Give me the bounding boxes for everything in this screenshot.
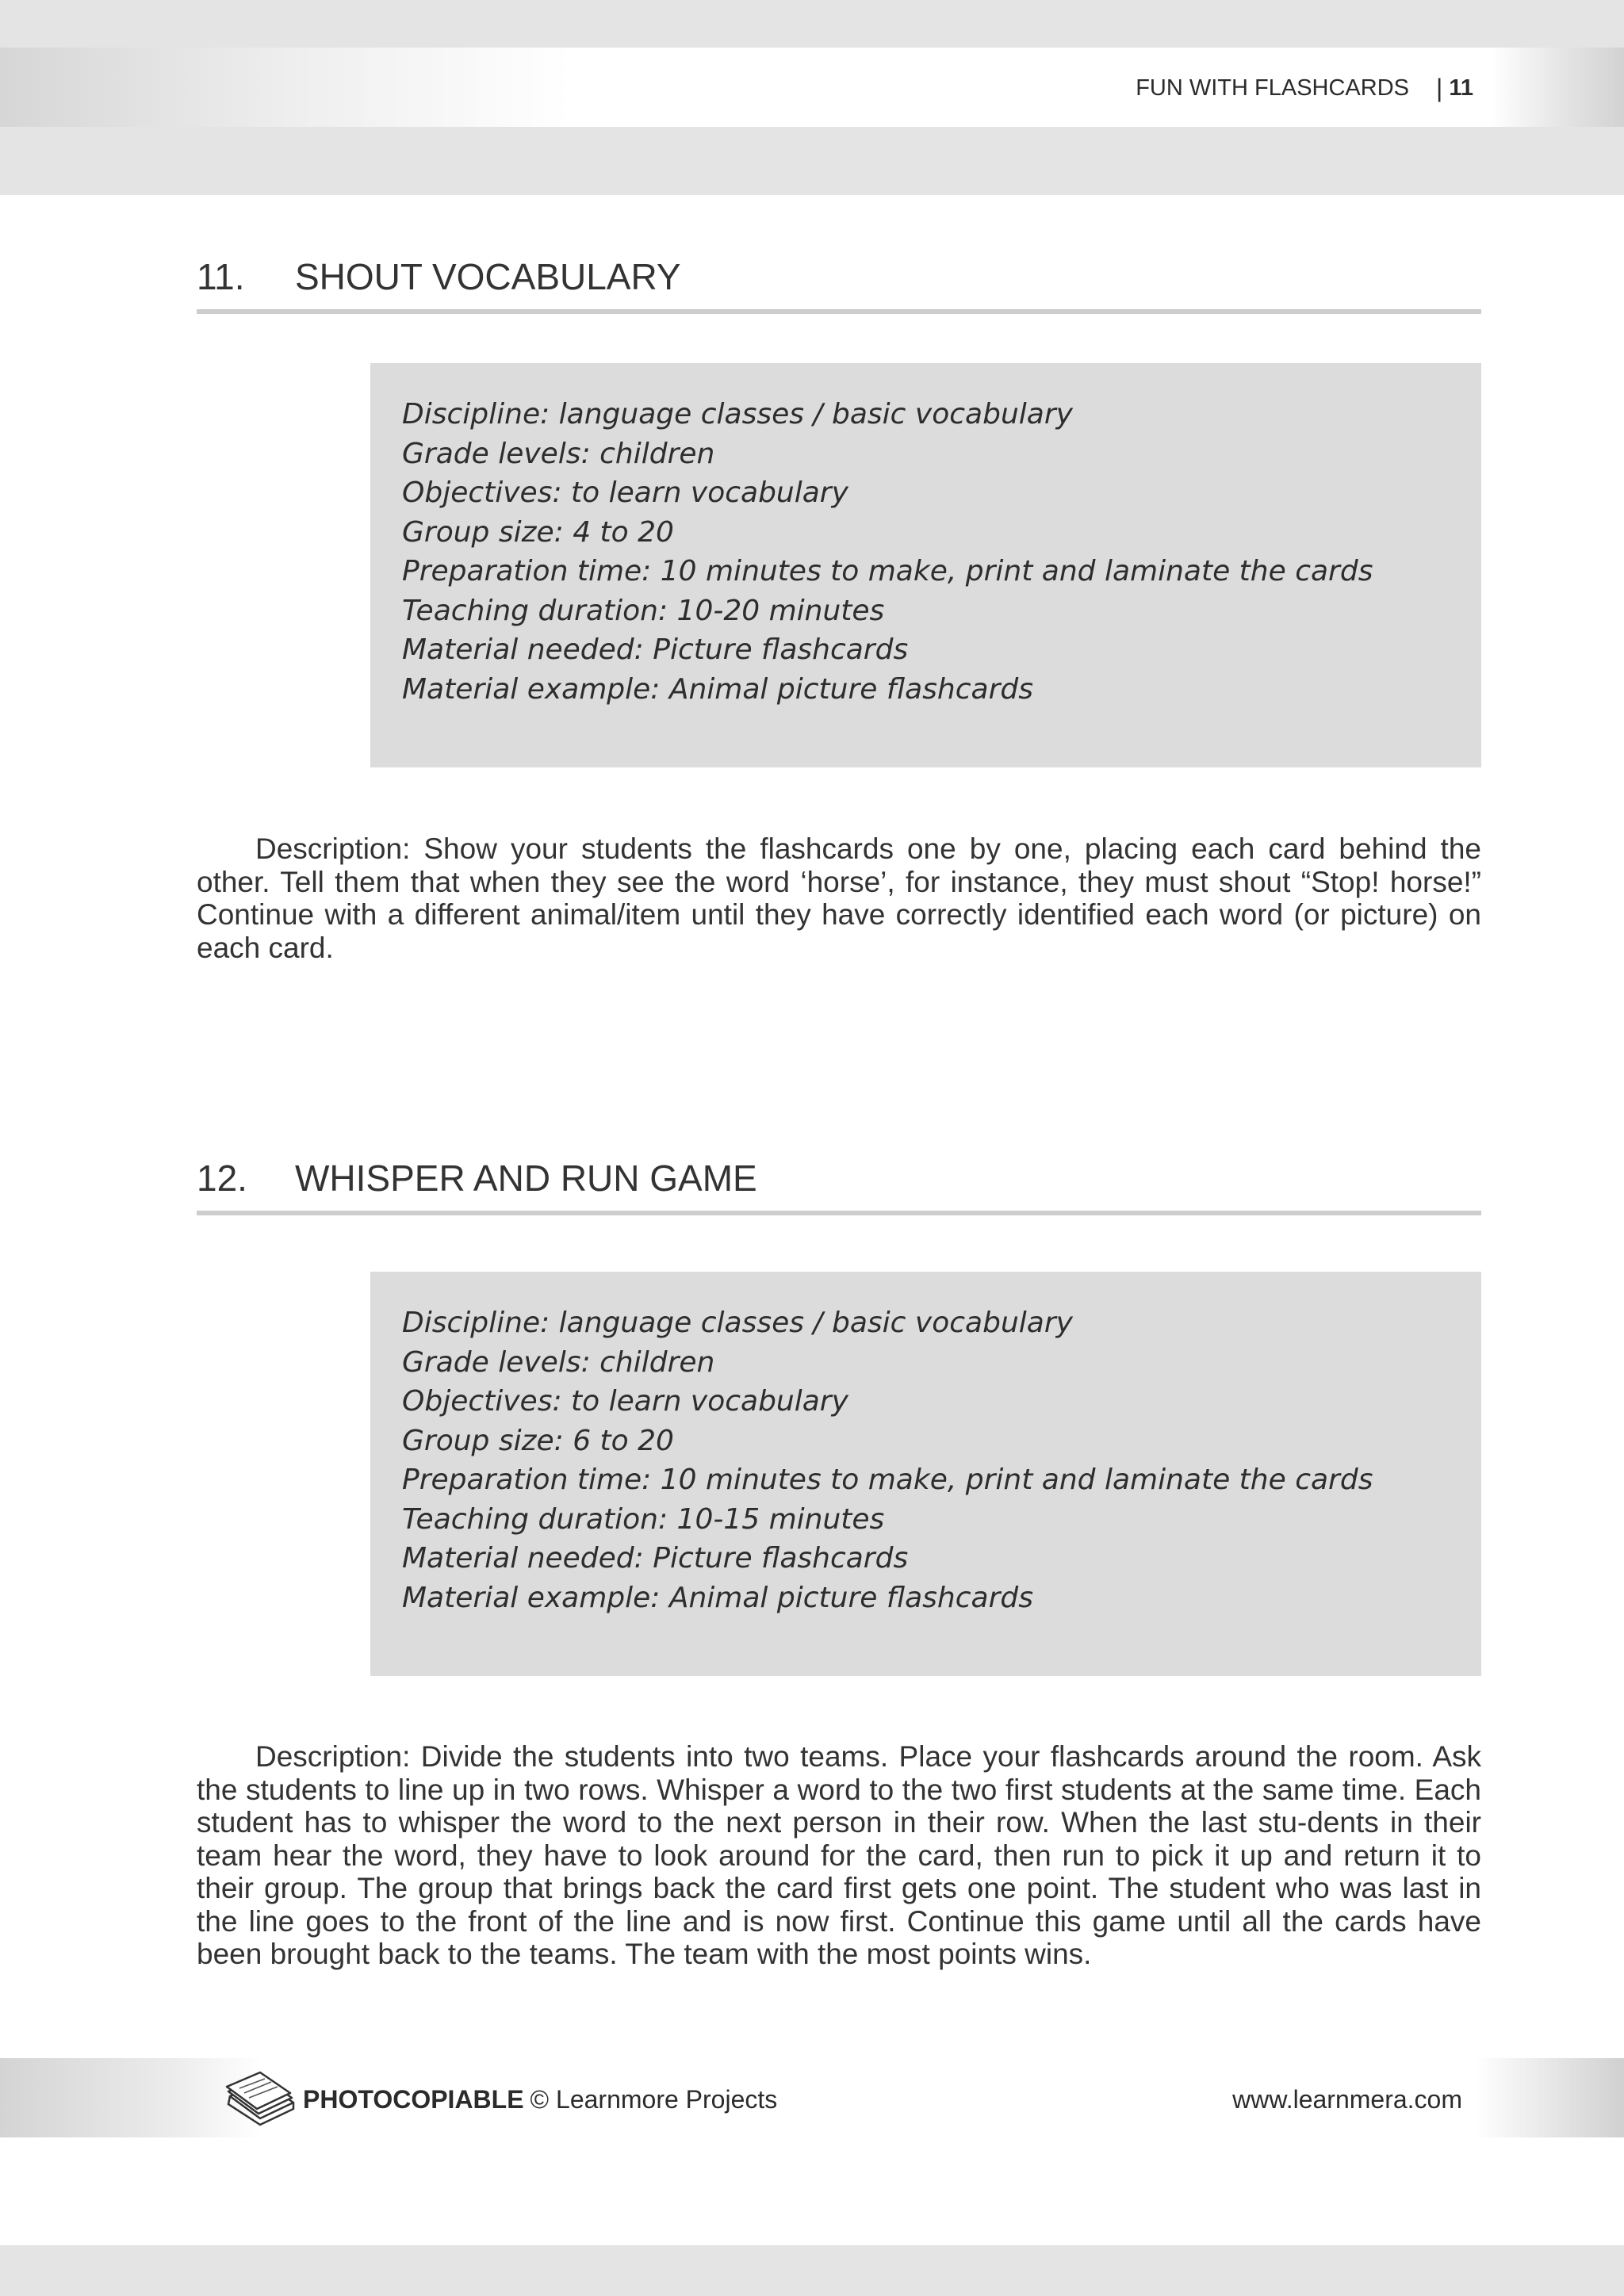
info-preparation-time: Preparation time: 10 minutes to make, print and laminate the cards bbox=[402, 1464, 1373, 1496]
section-number: 11. bbox=[197, 256, 245, 297]
section-heading: WHISPER AND RUN GAME bbox=[295, 1158, 757, 1199]
info-grade-levels: Grade levels: children bbox=[402, 1345, 715, 1379]
photocopiable-label: PHOTOCOPIABLE bbox=[303, 2084, 524, 2114]
info-objectives: Objectives: to learn vocabulary bbox=[402, 476, 848, 509]
header-separator: | bbox=[1436, 74, 1443, 102]
book-title: FUN WITH FLASHCARDS bbox=[1136, 75, 1410, 101]
header-lower-band bbox=[0, 127, 1624, 195]
activity-info-box bbox=[370, 1272, 1481, 1676]
info-material-example: Material example: Animal picture flashcards bbox=[402, 672, 1033, 706]
activity-description: Description: Divide the students into two teams. Place your flashcards around the room. Ask the students to line up in two rows. Whisper a word to the two first students at the same time. Each student has to whisper the word to the next person in their row. When the last stu-dents in their team hear the word, they have to look around for the card, then run to pick it up and return it to their group. The group that brings back the card first gets one point. The student who was last in the line goes to the front of the line and is now first. Continue this game until all the cards have been brought back to the teams. The team with the most points wins. bbox=[197, 1740, 1481, 1970]
activity-info-box bbox=[370, 363, 1481, 767]
info-teaching-duration: Teaching duration: 10-15 minutes bbox=[402, 1502, 885, 1536]
info-grade-levels: Grade levels: children bbox=[402, 437, 715, 470]
section-heading: SHOUT VOCABULARY bbox=[295, 256, 681, 297]
copyright-text: © Learnmore Projects bbox=[530, 2084, 778, 2114]
section-title-whisper-and-run-game bbox=[197, 1157, 1481, 1215]
info-discipline: Discipline: language classes / basic vocabulary bbox=[402, 1307, 1073, 1339]
section-title-shout-vocabulary bbox=[197, 255, 1481, 314]
activity-description: Description: Show your students the flashcards one by one, placing each card behind the other. Tell them that when they see the word ‘horse’, for instance, they must shout “Stop! horse!” Continue with a different animal/item until they have correctly identified each word (or picture) on each card. bbox=[197, 832, 1481, 964]
info-preparation-time: Preparation time: 10 minutes to make, print and laminate the cards bbox=[402, 555, 1373, 587]
page-number: 11 bbox=[1449, 75, 1473, 101]
info-group-size: Group size: 4 to 20 bbox=[402, 515, 674, 549]
info-group-size: Group size: 6 to 20 bbox=[402, 1424, 674, 1457]
website-text: www.learnmera.com bbox=[1232, 2085, 1462, 2114]
info-teaching-duration: Teaching duration: 10-20 minutes bbox=[402, 594, 885, 627]
info-discipline: Discipline: language classes / basic vocabulary bbox=[402, 398, 1073, 430]
info-material-example: Material example: Animal picture flashcards bbox=[402, 1581, 1033, 1614]
running-header bbox=[1136, 74, 1473, 103]
footer-photocopiable bbox=[224, 2068, 777, 2131]
info-objectives: Objectives: to learn vocabulary bbox=[402, 1385, 848, 1418]
bottom-band bbox=[0, 2245, 1624, 2296]
info-material-needed: Material needed: Picture flashcards bbox=[402, 633, 909, 666]
top-band bbox=[0, 0, 1624, 48]
section-number: 12. bbox=[197, 1158, 247, 1199]
papers-icon bbox=[224, 2064, 303, 2134]
info-material-needed: Material needed: Picture flashcards bbox=[402, 1542, 909, 1575]
